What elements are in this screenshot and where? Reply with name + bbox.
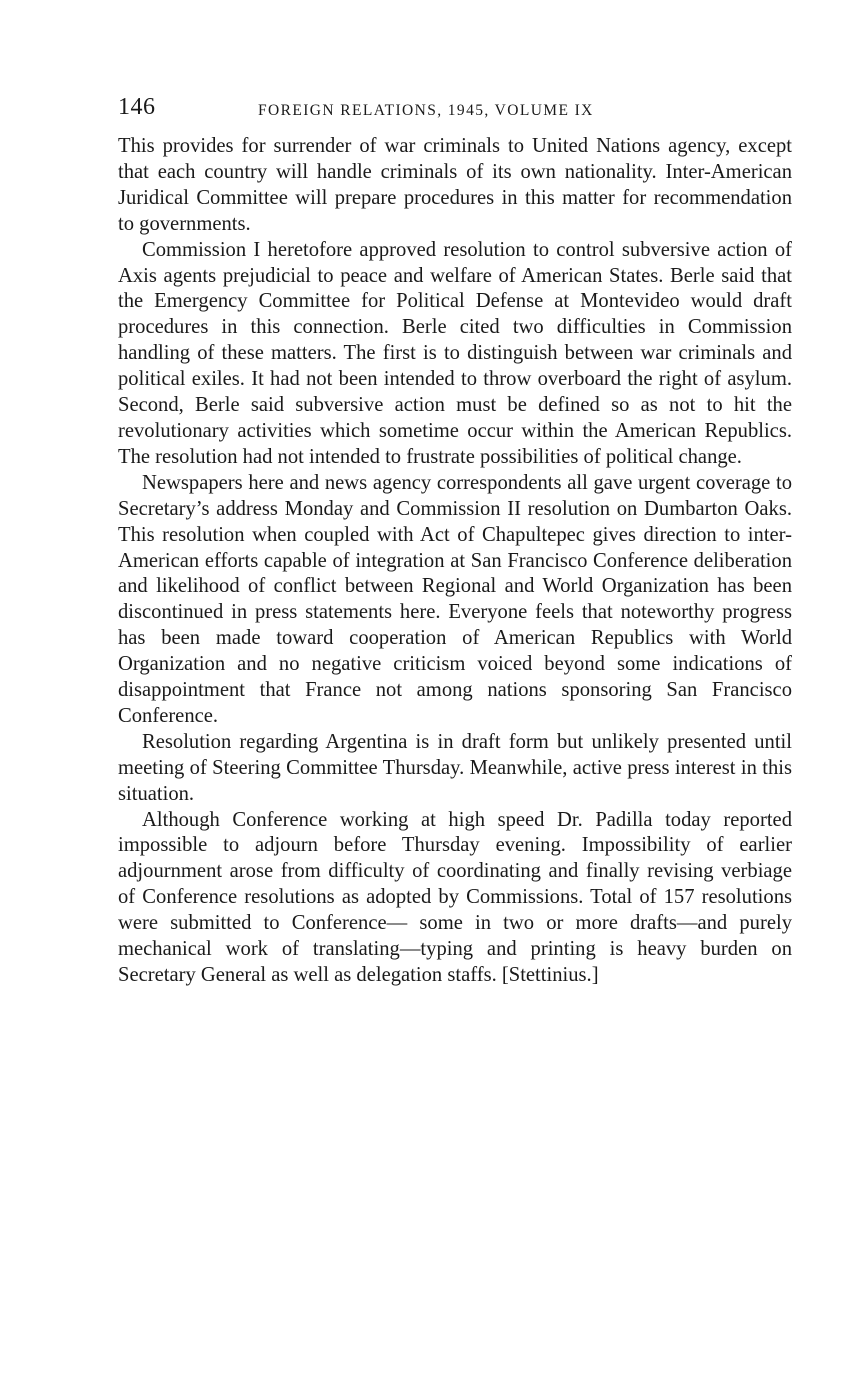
body-text <box>118 134 792 989</box>
paragraph: Newspapers here and news agency correspondents all gave urgent coverage to Secretary’s address Monday and Commission II resolution on Dumbarton Oaks. This resolution when coupled with Act of Chapultepec gives direction to inter-American efforts capable of integration at San Francisco Conference deliberation and likelihood of conflict between Regional and World Organization has been discontinued in press statements here. Everyone feels that noteworthy progress has been made toward cooperation of American Republics with World Organization and no negative criticism voiced beyond some indications of disappointment that France not among nations sponsoring San Francisco Conference. <box>118 471 792 727</box>
paragraph: Commission I heretofore approved resolution to control subversive action of Axis agents prejudicial to peace and welfare of American States. Berle said that the Emergency Committee for Political Defense at Montevideo would draft procedures in this connection. Berle cited two difficulties in Commission handling of these matters. The first is to distinguish between war criminals and political exiles. It had not been intended to throw overboard the right of asylum. Second, Berle said subversive action must be defined so as not to hit the revolutionary activities which sometime occur within the American Republics. The resolution had not intended to frustrate possibilities of political change. <box>118 238 792 468</box>
paragraph: Resolution regarding Argentina is in draft form but unlikely presented until meeting of Steering Committee Thursday. Meanwhile, active press interest in this situation. <box>118 730 792 805</box>
paragraph-continued: This provides for surrender of war criminals to United Nations agency, except that each country will handle criminals of its own nationality. Inter-American Juridical Committee will prepare procedures in this matter for recommendation to governments. <box>118 135 792 235</box>
running-title: FOREIGN RELATIONS, 1945, VOLUME IX <box>258 102 594 119</box>
document-page <box>118 90 792 989</box>
paragraph: Although Conference working at high speed Dr. Padilla today reported impossible to adjourn before Thursday evening. Impossibility of earlier adjournment arose from difficulty of coordinating and finally revising verbiage of Conference resolutions as adopted by Commissions. Total of 157 resolutions were submitted to Conference— some in two or more drafts—and purely mechanical work of translating—typing and printing is heavy burden on Secretary General as well as delegation staffs. [Stettinius.] <box>118 808 792 986</box>
running-head <box>118 90 792 126</box>
page-number: 146 <box>118 94 156 120</box>
